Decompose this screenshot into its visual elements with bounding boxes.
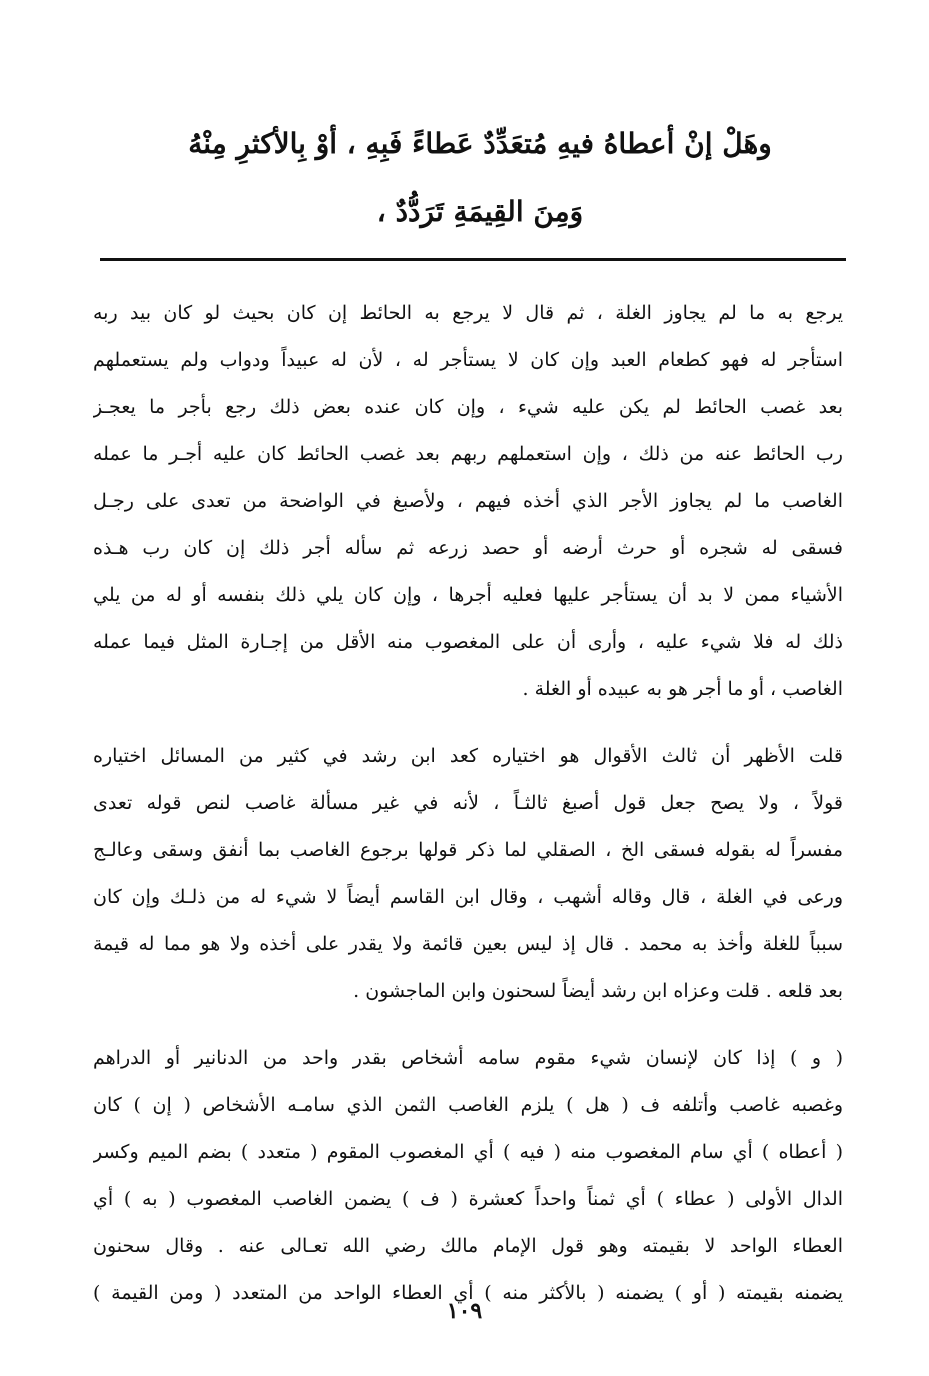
text-line: بعد قلعه . قلت وعزاه ابن رشد أيضاً لسحنون وابن الماجشون . — [353, 980, 843, 1002]
commentary-body — [93, 290, 843, 1317]
text-line: قولاً ، ولا يصح جعل قول أصبغ ثالثـاً ، لأنه في غير مسألة غاصب لنص قوله تعدى — [93, 792, 843, 814]
text-line: استأجر له فهو كطعام العبد وإن كان لا يستأجر له ، لأن له عبيداً ودواب ولم يستعملهم — [93, 349, 843, 371]
text-line: الغاصب ما لم يجاوز الأجر الذي أخذه فيهم ، ولأصبغ في الواضحة من تعدى على رجـل — [93, 490, 843, 512]
text-line: بعد غصب الحائط لم يكن عليه شيء ، وإن كان عنده بعض ذلك رجع بأجر ما يعجـز — [93, 396, 843, 418]
paragraph-1 — [93, 290, 843, 713]
text-line: يضمنه بقيمته ( أو ) يضمنه ( بالأكثر منه ) أي العطاء الواحد من المتعدد ( ومن القيمة ) — [93, 1282, 843, 1304]
text-line: ( أعطاه ) أي سام المغصوب منه ( فيه ) أي المغصوب المقوم ( متعدد ) بضم الميم وكسر — [93, 1141, 843, 1163]
text-line: رب الحائط عنه من ذلك ، وإن استعملهم ربهم بعد غصب الحائط كان عليه أجـر ما عمله — [93, 443, 843, 465]
text-line: ورعى في الغلة ، قال وقاله أشهب ، وقال ابن القاسم أيضاً لا شيء له من ذلـك وإن كان — [93, 886, 843, 908]
verse-header — [110, 110, 850, 246]
text-line: وغصبه غاصب وأتلفه ف ( هل ) يلزم الغاصب الثمن الذي سامـه الأشخاص ( إن ) كان — [93, 1094, 843, 1116]
text-line: سبباً للغلة وأخذ به محمد . قال إذ ليس بعين قائمة ولا يقدر على أخذه ولا هو مما له قيمة — [93, 933, 843, 955]
verse-line-2: وَمِنَ القِيمَةِ تَرَدُّدٌ ، — [376, 195, 584, 228]
paragraph-2 — [93, 733, 843, 1015]
text-line: الدال الأولى ( عطاء ) أي ثمناً واحداً كعشرة ( ف ) يضمن الغاصب المغصوب ( به ) أي — [93, 1188, 843, 1210]
paragraph-gap — [93, 713, 843, 733]
text-line: فسقى له شجره أو حرث أرضه أو حصد زرعه ثم سأله أجر ذلك إن كان رب هـذه — [93, 537, 843, 559]
verse-line-1: وهَلْ إنْ أعطاهُ فيهِ مُتعَدِّدٌ عَطاءً فَبِهِ ، أوْ بِالأكثرِ مِنْهُ — [188, 127, 772, 160]
page-number: ١٠٩ — [446, 1298, 483, 1324]
paragraph-3 — [93, 1035, 843, 1317]
text-line: الأشياء ممن لا بد أن يستأجر عليها فعليه أجرها ، وإن كان يلي ذلك بنفسه أو له من يلي — [93, 584, 843, 606]
paragraph-gap — [93, 1015, 843, 1035]
text-line: ذلك له فلا شيء عليه ، وأرى أن على المغصوب منه الأقل من إجـارة المثل فيما عمله — [93, 631, 843, 653]
text-line: قلت الأظهر أن ثالث الأقوال هو اختياره كعد ابن رشد في كثير من المسائل اختياره — [93, 745, 843, 767]
header-divider — [100, 258, 846, 261]
text-line: مفسراً له بقوله فسقى الخ ، الصقلي لما ذكر قولها برجوع الغاصب بما أنفق وسقى وعالـج — [93, 839, 843, 861]
text-line: يرجع به ما لم يجاوز الغلة ، ثم قال لا يرجع به الحائط إن كان بحيث لو كان بيد ربه — [93, 302, 843, 324]
text-line: الغاصب ، أو ما أجر هو به عبيده أو الغلة . — [522, 678, 843, 700]
text-line: العطاء الواحد لا بقيمته وهو قول الإمام مالك رضي الله تعـالى عنه . وقال سحنون — [93, 1235, 843, 1257]
text-line: ( و ) إذا كان لإنسان شيء مقوم سامه أشخاص بقدر واحد من الدنانير أو الدراهم — [93, 1047, 843, 1069]
